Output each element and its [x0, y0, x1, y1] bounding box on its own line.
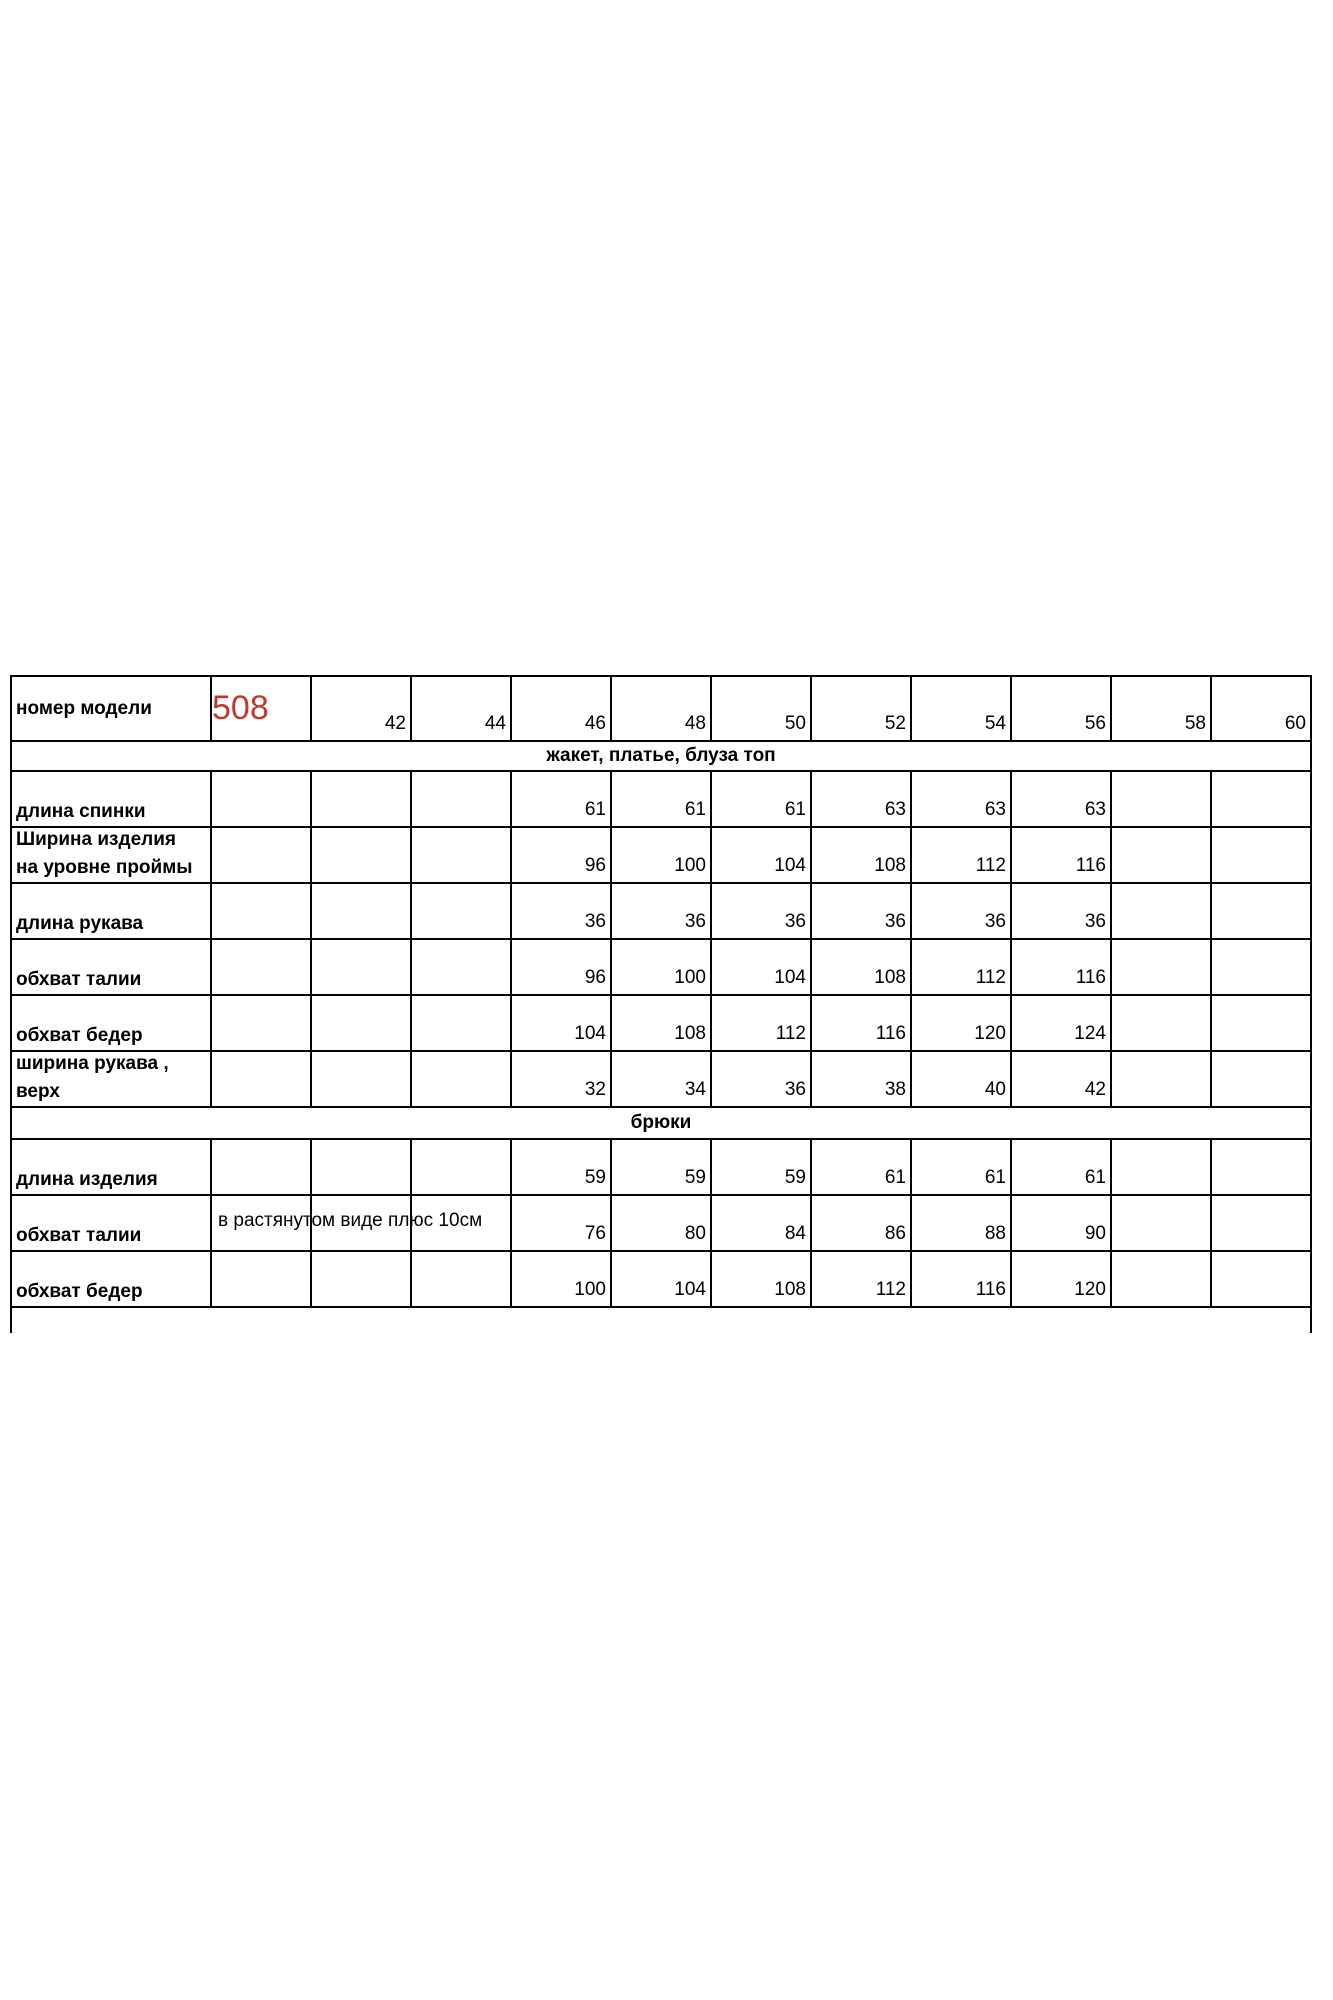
size-value: 61 — [684, 799, 706, 821]
row-label: обхват талии — [16, 1225, 142, 1247]
size-value: 63 — [1084, 799, 1106, 821]
size-value: 96 — [584, 855, 606, 877]
size-value: 32 — [584, 1079, 606, 1101]
size-value: 76 — [584, 1223, 606, 1245]
size-value: 96 — [584, 967, 606, 989]
size-value: 59 — [784, 1167, 806, 1189]
size-value: 90 — [1084, 1223, 1106, 1245]
grid-vline — [1210, 770, 1212, 1108]
size-value: 34 — [684, 1079, 706, 1101]
size-value: 38 — [884, 1079, 906, 1101]
size-value: 63 — [884, 799, 906, 821]
grid-vline — [310, 770, 312, 1108]
row-label-line: верх — [16, 1081, 60, 1103]
size-value: 88 — [984, 1223, 1006, 1245]
size-header: 50 — [784, 713, 806, 735]
row-label — [12, 1052, 208, 1104]
size-value: 61 — [584, 799, 606, 821]
size-value: 112 — [975, 967, 1006, 989]
section-title: жакет, платье, блуза топ — [546, 745, 776, 767]
size-value: 61 — [984, 1167, 1006, 1189]
size-value: 36 — [884, 911, 906, 933]
size-value: 104 — [574, 1023, 606, 1045]
size-value: 120 — [1074, 1279, 1106, 1301]
size-value: 61 — [1084, 1167, 1106, 1189]
size-value: 116 — [1075, 967, 1106, 989]
model-number: 508 — [212, 689, 269, 728]
row-label: длина изделия — [16, 1169, 158, 1191]
size-value: 61 — [884, 1167, 906, 1189]
row-label-line: ширина рукава , — [16, 1053, 169, 1074]
size-value: 116 — [975, 1279, 1006, 1301]
size-value: 112 — [875, 1279, 906, 1301]
size-value: 36 — [784, 1079, 806, 1101]
size-header: 58 — [1184, 713, 1206, 735]
size-value: 100 — [674, 967, 706, 989]
size-value: 108 — [774, 1279, 806, 1301]
size-value: 112 — [975, 855, 1006, 877]
grid-vline-right — [1310, 675, 1312, 1333]
size-value: 108 — [674, 1023, 706, 1045]
grid-vline — [210, 1138, 212, 1308]
grid-vline — [210, 770, 212, 1108]
size-value: 36 — [684, 911, 706, 933]
size-value: 116 — [1075, 855, 1106, 877]
size-header: 54 — [984, 713, 1006, 735]
grid-vline — [1110, 1138, 1112, 1308]
size-value: 124 — [1074, 1023, 1106, 1045]
row-label: обхват бедер — [16, 1281, 143, 1303]
row-label — [12, 828, 208, 880]
size-value: 104 — [674, 1279, 706, 1301]
size-value: 36 — [784, 911, 806, 933]
size-value: 104 — [774, 967, 806, 989]
size-value: 59 — [684, 1167, 706, 1189]
size-value: 40 — [984, 1079, 1006, 1101]
row-label: длина спинки — [16, 801, 146, 823]
row-label: длина рукава — [16, 913, 144, 935]
size-header: 48 — [684, 713, 706, 735]
size-value: 104 — [774, 855, 806, 877]
grid-vline — [410, 770, 412, 1108]
size-value: 36 — [984, 911, 1006, 933]
size-chart-sheet — [10, 675, 1312, 1333]
size-value: 112 — [775, 1023, 806, 1045]
size-header: 56 — [1084, 713, 1106, 735]
size-value: 100 — [574, 1279, 606, 1301]
grid-vline — [1210, 1138, 1212, 1308]
section-title: брюки — [630, 1112, 692, 1134]
row-note: в растянутом виде плюс 10см — [218, 1210, 483, 1232]
grid-vline — [1110, 770, 1112, 1108]
size-header: 52 — [884, 713, 906, 735]
size-value: 36 — [584, 911, 606, 933]
size-value: 42 — [1084, 1079, 1106, 1101]
size-value: 36 — [1084, 911, 1106, 933]
size-value: 120 — [974, 1023, 1006, 1045]
size-value: 86 — [884, 1223, 906, 1245]
size-header: 60 — [1284, 713, 1306, 735]
row-label-line: на уровне проймы — [16, 857, 193, 879]
size-value: 80 — [684, 1223, 706, 1245]
size-value: 63 — [984, 799, 1006, 821]
header-label: номер модели — [16, 697, 152, 719]
row-label-line: Ширина изделия — [16, 829, 176, 850]
size-header: 42 — [384, 713, 406, 735]
size-value: 100 — [674, 855, 706, 877]
size-header: 44 — [484, 713, 506, 735]
size-value: 108 — [874, 967, 906, 989]
size-value: 84 — [784, 1223, 806, 1245]
row-label: обхват талии — [16, 969, 142, 991]
size-value: 61 — [784, 799, 806, 821]
grid-hline — [10, 1306, 1312, 1308]
size-header: 46 — [584, 713, 606, 735]
row-label: обхват бедер — [16, 1025, 143, 1047]
size-value: 59 — [584, 1167, 606, 1189]
size-value: 108 — [874, 855, 906, 877]
size-value: 116 — [875, 1023, 906, 1045]
